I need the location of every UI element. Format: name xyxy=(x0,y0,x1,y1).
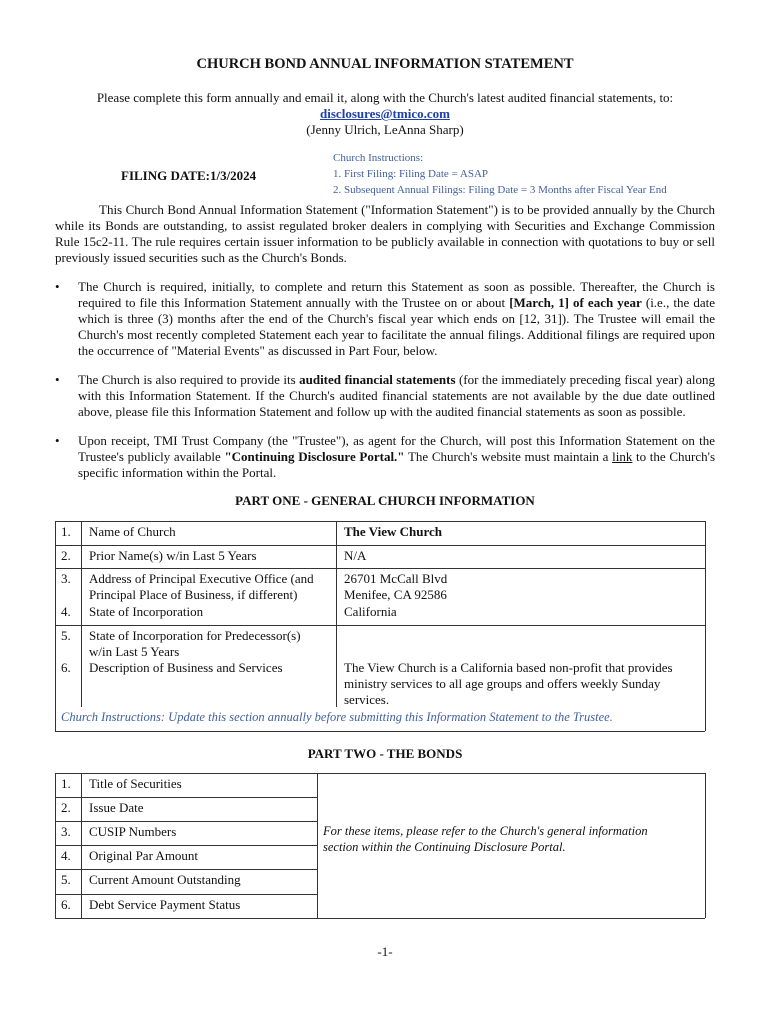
field-label-predecessor-l2: w/in Last 5 Years xyxy=(89,644,180,659)
page-number: -1- xyxy=(377,944,393,959)
bond-label-outstanding: Current Amount Outstanding xyxy=(89,872,241,887)
field-label-prior-names: Prior Name(s) w/in Last 5 Years xyxy=(89,548,257,563)
row-number: 1. xyxy=(61,776,71,791)
bond-label-cusip: CUSIP Numbers xyxy=(89,824,177,839)
row-number: 6. xyxy=(61,660,71,675)
row-number: 1. xyxy=(61,524,71,539)
row-number: 2. xyxy=(61,548,71,563)
row-number: 3. xyxy=(61,824,71,839)
field-value-description-l1[interactable]: The View Church is a California based non-profit that provides xyxy=(344,660,673,675)
intro-line: Please complete this form annually and email it, along with the Church's latest audited financial statements, to: xyxy=(96,90,674,105)
field-label-state: State of Incorporation xyxy=(89,604,204,619)
field-value-prior-names[interactable]: N/A xyxy=(344,548,367,563)
church-instructions-label: Church Instructions: xyxy=(333,152,424,164)
row-number: 3. xyxy=(61,571,71,586)
bond-label-original-par: Original Par Amount xyxy=(89,848,199,863)
field-label-address-l2: Principal Place of Business, if different) xyxy=(89,587,298,602)
intro-paragraph: This Church Bond Annual Information Statement ("Information Statement") is to be provided annually by the Church while its Bonds are outstanding, to assist regulated broker dealers in complying with Securities and Exchange Commission Rule 15c2-11. The rule requires certain issuer information to be publicly available in connection with quotations to buy or sell previously issued securities such as the Church's Bonds. xyxy=(55,202,715,265)
church-instructions-line2: 2. Subsequent Annual Filings: Filing Date = 3 Months after Fiscal Year End xyxy=(333,184,667,196)
bond-label-issue-date: Issue Date xyxy=(89,800,144,815)
filing-date: FILING DATE:1/3/2024 xyxy=(121,168,257,183)
contacts-line: (Jenny Ulrich, LeAnna Sharp) xyxy=(306,122,464,137)
row-number: 2. xyxy=(61,800,71,815)
email-link[interactable]: disclosures@tmico.com xyxy=(320,106,450,121)
field-label-description: Description of Business and Services xyxy=(89,660,283,675)
portal-link[interactable]: link xyxy=(612,449,633,464)
field-label-address-l1: Address of Principal Executive Office (and xyxy=(89,571,314,586)
field-label-predecessor-l1: State of Incorporation for Predecessor(s) xyxy=(89,628,301,643)
church-instructions-line1: 1. First Filing: Filing Date = ASAP xyxy=(333,168,489,180)
row-number: 4. xyxy=(61,848,71,863)
row-number: 4. xyxy=(61,604,71,619)
page-title: CHURCH BOND ANNUAL INFORMATION STATEMENT xyxy=(196,56,574,72)
row-number: 5. xyxy=(61,872,71,887)
field-label-name: Name of Church xyxy=(89,524,176,539)
bullet-portal: Upon receipt, TMI Trust Company (the "Trustee"), as agent for the Church, will post this Information Statement on the Trustee's publicly available "Continuing Disclosure Portal." The Church's website must maintain a link to the Church's specific information within the Portal. xyxy=(78,433,716,480)
field-value-address-l1[interactable]: 26701 McCall Blvd xyxy=(344,571,448,586)
part-two-heading: PART TWO - THE BONDS xyxy=(307,746,463,761)
row-number: 5. xyxy=(61,628,71,643)
bullet-dot: • xyxy=(55,433,60,448)
bond-label-payment-status: Debt Service Payment Status xyxy=(89,897,241,912)
field-value-description-l2[interactable]: ministry services to all age groups and offers weekly Sunday xyxy=(344,676,661,691)
bullet-audited-statements: The Church is also required to provide its audited financial statements (for the immediately preceding fiscal year) along with this Information Statement. If the Church's audited financial statements are not available by the due date outlined above, please file this Information Statement and follow up with the audited financial statements as soon as possible. xyxy=(78,372,715,419)
part-one-instruction: Church Instructions: Update this section annually before submitting this Information Statement to the Trustee. xyxy=(61,710,613,724)
bond-note-l2: section within the Continuing Disclosure Portal. xyxy=(323,840,566,854)
bond-note-l1: For these items, please refer to the Church's general information xyxy=(323,824,648,838)
bond-label-title: Title of Securities xyxy=(89,776,182,791)
field-value-name[interactable]: The View Church xyxy=(344,524,442,539)
bullet-filing-requirement: The Church is required, initially, to complete and return this Statement as soon as possible. Thereafter, the Church is required to file this Information Statement annually with the Trustee on or about [March, 1] of each year (i.e., the date which is three (3) months after the end of the Church's fiscal year which ends on [12, 31]). The Trustee will email the Church's most recently completed Statement each year to facilitate the annual filings. Additional filings are required upon the occurrence of "Material Events" as discussed in Part Four, below. xyxy=(78,279,715,358)
part-one-heading: PART ONE - GENERAL CHURCH INFORMATION xyxy=(235,493,535,508)
field-value-description-l3[interactable]: services. xyxy=(344,692,390,707)
field-value-address-l2[interactable]: Menifee, CA 92586 xyxy=(344,587,447,602)
row-number: 6. xyxy=(61,897,71,912)
bullet-dot: • xyxy=(55,372,60,387)
field-value-state[interactable]: California xyxy=(344,604,397,619)
bullet-dot: • xyxy=(55,279,60,294)
